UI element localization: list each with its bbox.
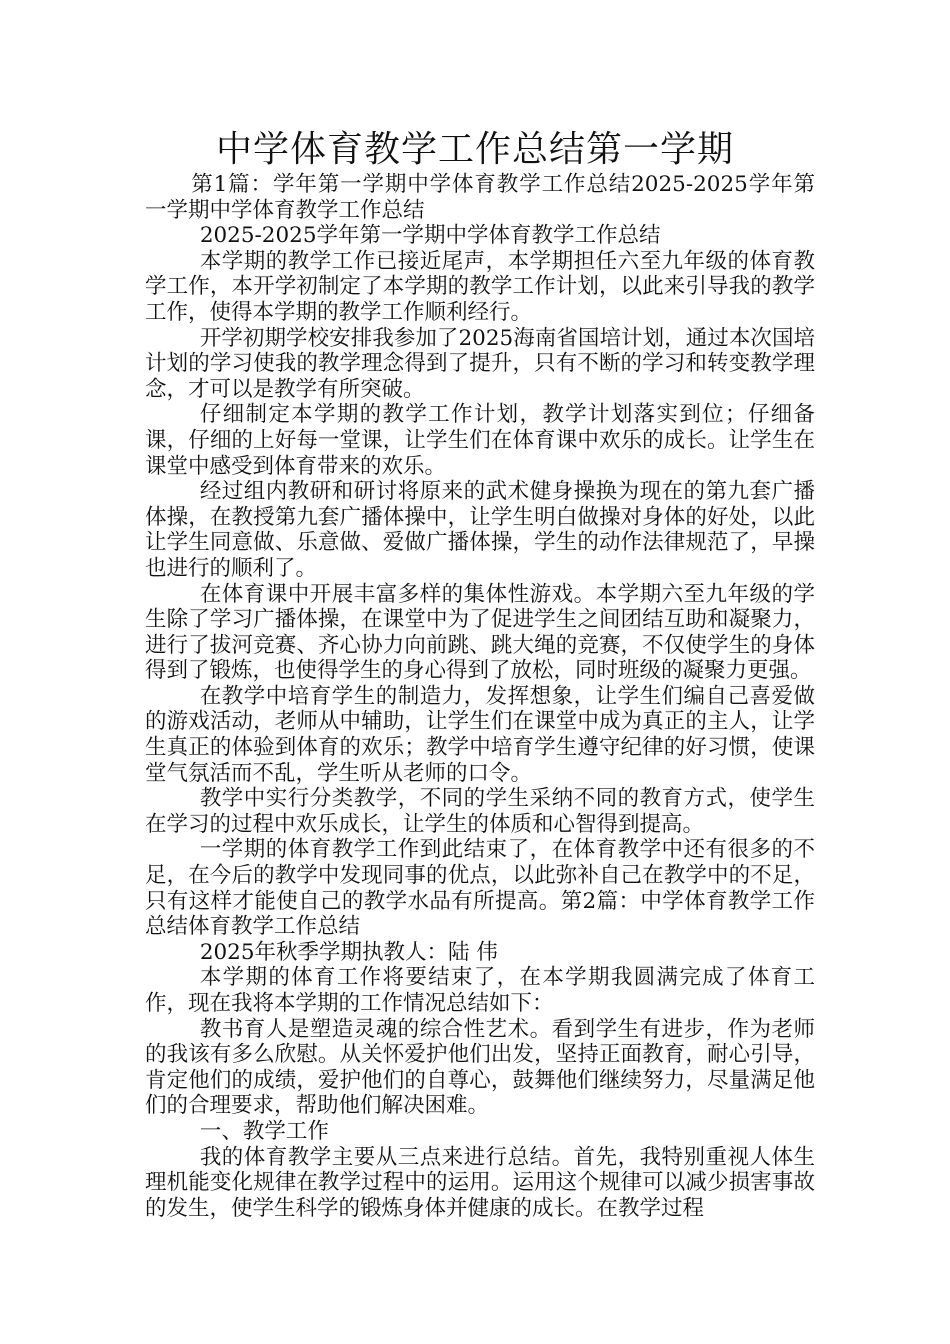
paragraph: 我的体育教学主要从三点来进行总结。首先，我特别重视人体生理机能变化规律在教学过程中的运用。运用这个规律可以减少损害事故的发生，使学生科学的锻炼身体并健康的成长。在教学过程 <box>145 1144 815 1221</box>
document-title: 中学体育教学工作总结第一学期 <box>215 129 734 170</box>
paragraph: 在教学中培育学生的制造力，发挥想象，让学生们编自己喜爱做的游戏活动，老师从中辅助，让学生们在课堂中成为真正的主人，让学生真正的体验到体育的欢乐；教学中培育学生遵守纪律的好习惯，使课堂气氛活而不乱，学生听从老师的口令。 <box>145 683 815 786</box>
paragraph: 本学期的体育工作将要结束了，在本学期我圆满完成了体育工作，现在我将本学期的工作情况总结如下： <box>145 965 815 1016</box>
paragraph: 2025-2025学年第一学期中学体育教学工作总结 <box>199 223 661 249</box>
paragraph: 一学期的体育教学工作到此结束了，在体育教学中还有很多的不足，在今后的教学中发现同事的优点，以此弥补自己在教学中的不足，只有这样才能使自己的教学水品有所提高。第2篇：中学体育教学工作总结体育教学工作总结 <box>145 837 815 940</box>
paragraph: 教学中实行分类教学，不同的学生采纳不同的教育方式，使学生在学习的过程中欢乐成长，让学生的体质和心智得到提高。 <box>145 786 815 837</box>
paragraph: 开学初期学校安排我参加了2025海南省国培计划，通过本次国培计划的学习使我的教学理念得到了提升，只有不断的学习和转变教学理念，才可以是教学有所突破。 <box>145 325 815 402</box>
paragraph: 经过组内教研和研讨将原来的武术健身操换为现在的第九套广播体操，在教授第九套广播体操中，让学生明白做操对身体的好处，以此让学生同意做、乐意做、爱做广播体操，学生的动作法律规范了，早操也进行的顺利了。 <box>145 479 815 581</box>
paragraph: 2025年秋季学期执教人：陆 伟 <box>199 939 498 965</box>
document-body <box>145 172 815 1221</box>
paragraph: 第1篇：学年第一学期中学体育教学工作总结2025-2025学年第一学期中学体育教学工作总结 <box>145 172 815 223</box>
paragraph: 仔细制定本学期的教学工作计划，教学计划落实到位；仔细备课，仔细的上好每一堂课，让学生们在体育课中欢乐的成长。让学生在课堂中感受到体育带来的欢乐。 <box>145 402 815 479</box>
section-heading: 一、教学工作 <box>199 1118 329 1144</box>
paragraph: 在体育课中开展丰富多样的集体性游戏。本学期六至九年级的学生除了学习广播体操，在课堂中为了促进学生之间团结互助和凝聚力，进行了拔河竞赛、齐心协力向前跳、跳大绳的竞赛，不仅使学生的身体得到了锻炼，也使得学生的身心得到了放松，同时班级的凝聚力更强。 <box>145 581 815 684</box>
paragraph: 教书育人是塑造灵魂的综合性艺术。看到学生有进步，作为老师的我该有多么欣慰。从关怀爱护他们出发，坚持正面教育，耐心引导，肯定他们的成绩，爱护他们的自尊心，鼓舞他们继续努力，尽量满足他们的合理要求，帮助他们解决困难。 <box>145 1016 815 1119</box>
paragraph: 本学期的教学工作已接近尾声，本学期担任六至九年级的体育教学工作，本开学初制定了本学期的教学工作计划，以此来引导我的教学工作，使得本学期的教学工作顺利经行。 <box>145 248 815 325</box>
